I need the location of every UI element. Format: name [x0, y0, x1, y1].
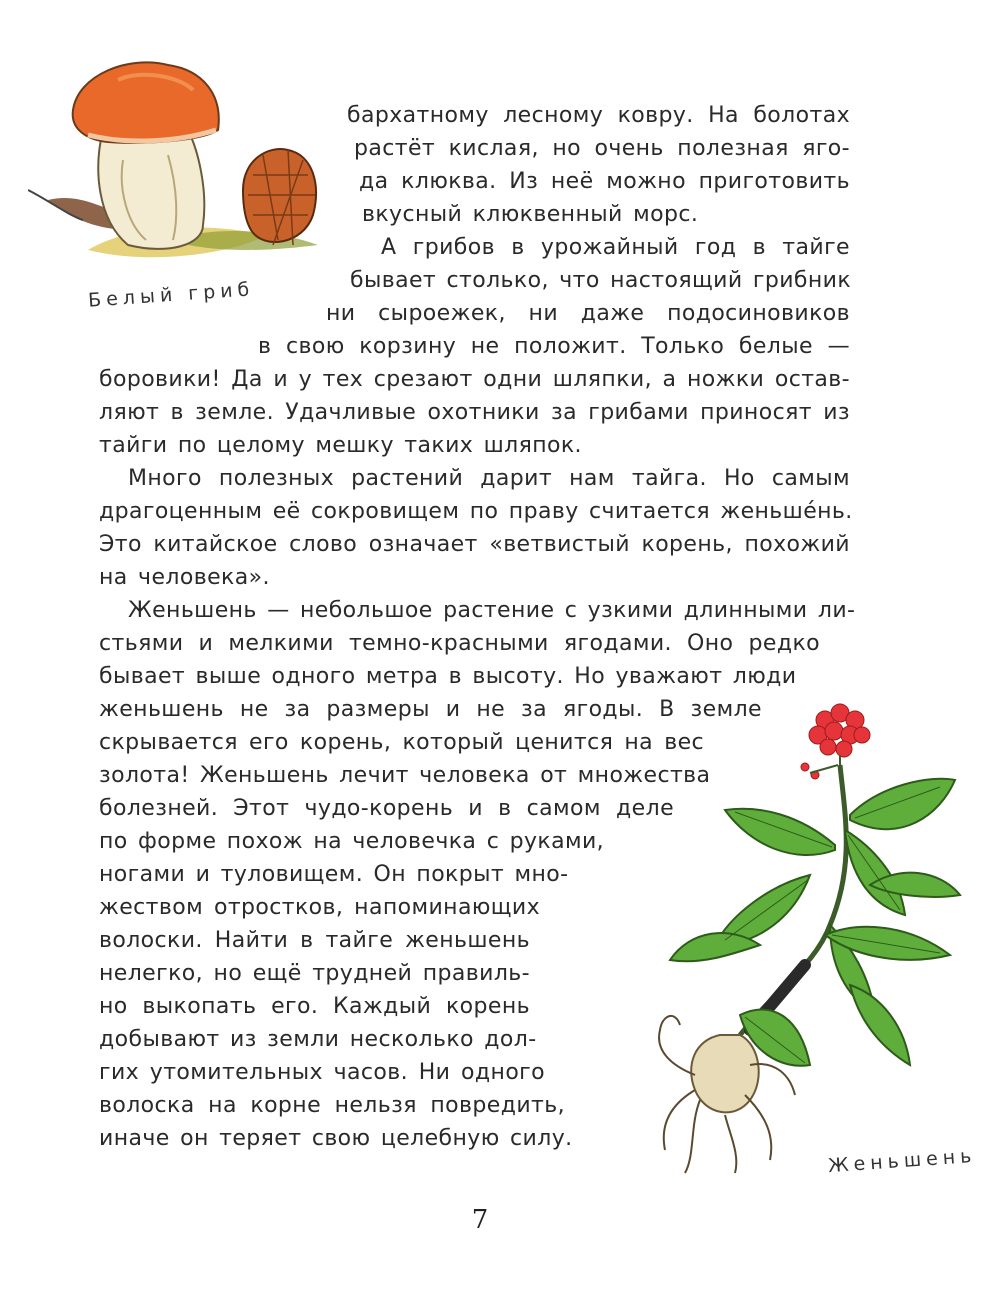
text-line: ни сыроежек, ни даже подосиновиков	[326, 301, 850, 326]
text-line: драгоценным её сокровищем по праву считается женьше́нь.	[99, 499, 853, 524]
text-line: вкусный клюквенный морс.	[362, 202, 699, 227]
text-line: Много полезных растений дарит нам тайга. Но самым	[128, 466, 850, 491]
text-line: тайги по целому мешку таких шляпок.	[99, 433, 582, 458]
mushroom-caption: Белый гриб	[87, 278, 255, 312]
text-line: волоски. Найти в тайге женьшень	[99, 928, 530, 953]
text-line: боровики! Да и у тех срезают одни шляпки, а ножки остав-	[99, 367, 850, 392]
text-line: женьшень не за размеры и не за ягоды. В земле	[99, 697, 762, 722]
text-line: на человека».	[99, 565, 270, 590]
text-line: А грибов в урожайный год в тайге	[381, 235, 850, 260]
text-line: болезней. Этот чудо-корень и в самом деле	[99, 796, 674, 821]
text-line: гих утомительных часов. Ни одного	[99, 1060, 545, 1085]
ginseng-caption: Женьшень	[827, 1144, 978, 1178]
text-line: да клюква. Из неё можно приготовить	[359, 169, 850, 194]
text-line: в свою корзину не положит. Только белые —	[258, 334, 850, 359]
text-line: растёт кислая, но очень полезная яго-	[354, 136, 850, 161]
text-line: скрывается его корень, который ценится на вес	[99, 730, 704, 755]
text-line: волоска на корне нельзя повредить,	[99, 1093, 565, 1118]
page-number: 7	[471, 1205, 489, 1235]
white-mushroom-illustration	[28, 50, 328, 265]
text-line: стьями и мелкими темно-красными ягодами. Оно редко	[99, 631, 820, 656]
text-line: добывают из земли несколько дол-	[99, 1027, 537, 1052]
text-line: жеством отростков, напоминающих	[99, 895, 540, 920]
text-line: бывает выше одного метра в высоту. Но уважают люди	[99, 664, 797, 689]
text-line: по форме похож на человечка с руками,	[99, 829, 605, 854]
text-line: бархатному лесному ковру. На болотах	[347, 103, 850, 128]
text-line: золота! Женьшень лечит человека от множества	[99, 763, 711, 788]
text-line: но выкопать его. Каждый корень	[99, 994, 530, 1019]
text-line: ляют в земле. Удачливые охотники за грибами приносят из	[99, 400, 850, 425]
text-line: Это китайское слово означает «ветвистый корень, похожий	[99, 532, 850, 557]
text-line: нелегко, но ещё трудней правиль-	[99, 961, 530, 986]
text-line: ногами и туловищем. Он покрыт мно-	[99, 862, 569, 887]
text-line: бывает столько, что настоящий грибник	[350, 268, 852, 293]
text-line: Женьшень — небольшое растение с узкими длинными ли-	[128, 598, 856, 623]
text-line: иначе он теряет свою целебную силу.	[99, 1126, 573, 1151]
